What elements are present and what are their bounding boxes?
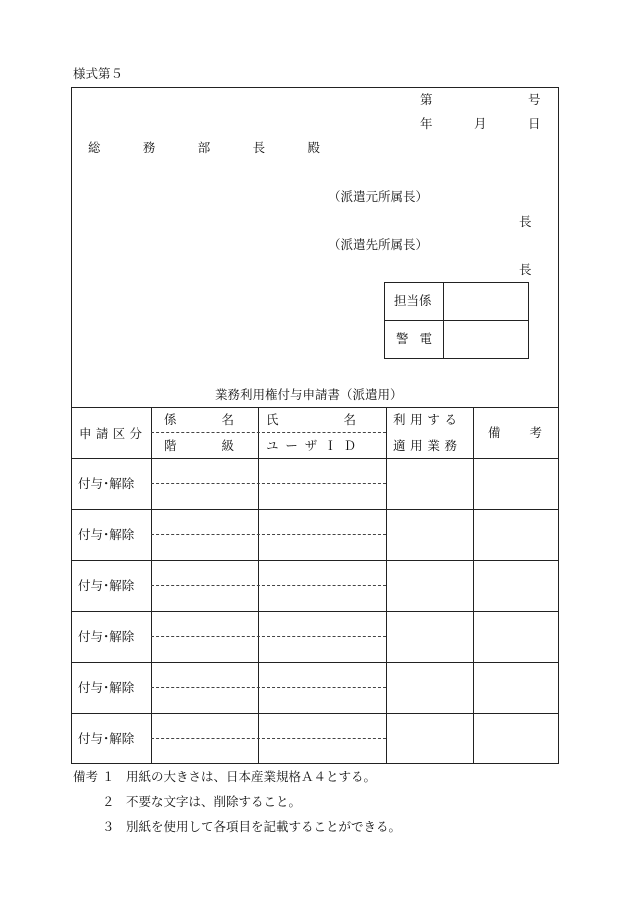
document-number-prefix: 第 xyxy=(420,92,433,107)
sender-title-destination: 長 xyxy=(519,262,532,277)
date-year: 年 xyxy=(420,116,433,131)
note-number: ３ xyxy=(102,819,115,834)
header-applied-business: 適 用 業 務 xyxy=(393,438,457,453)
addressee: 総 務 部 長 殿 xyxy=(88,140,320,155)
note-text: 別紙を使用して各項目を記載することができる。 xyxy=(126,819,402,834)
contact-section-label: 担当係 xyxy=(394,293,432,308)
sender-title-origin: 長 xyxy=(519,214,532,229)
header-remarks: 備 考 xyxy=(488,425,542,440)
header-section-name: 係 名 xyxy=(164,412,234,427)
header-rank: 階 級 xyxy=(164,438,234,453)
date-month: 月 xyxy=(474,116,487,131)
header-user-id: ユ ー ザ Ｉ Ｄ xyxy=(266,438,356,453)
table-row: 付与･解除 xyxy=(78,578,135,593)
document-number-suffix: 号 xyxy=(528,92,541,107)
table-row: 付与･解除 xyxy=(78,731,135,746)
notes-label: 備考 xyxy=(73,769,99,784)
sender-label-origin: （派遣元所属長） xyxy=(328,189,429,204)
header-full-name: 氏 名 xyxy=(266,412,356,427)
table-row: 付与･解除 xyxy=(78,629,135,644)
note-number: ２ xyxy=(102,794,115,809)
note-number: １ xyxy=(102,769,115,784)
header-application-type: 申 請 区 分 xyxy=(79,426,142,441)
note-text: 用紙の大きさは、日本産業規格Ａ４とする。 xyxy=(126,769,377,784)
note-text: 不要な文字は、削除すること。 xyxy=(126,794,302,809)
date-day: 日 xyxy=(528,116,541,131)
form-title: 業務利用権付与申請書（派遣用） xyxy=(215,387,403,402)
table-row: 付与･解除 xyxy=(78,476,135,491)
header-use: 利 用 す る xyxy=(393,412,457,427)
table-row: 付与･解除 xyxy=(78,527,135,542)
sender-label-destination: （派遣先所属長） xyxy=(328,237,429,252)
contact-phone-label: 警 電 xyxy=(396,331,432,346)
table-row: 付与･解除 xyxy=(78,680,135,695)
form-label: 様式第５ xyxy=(73,66,124,81)
